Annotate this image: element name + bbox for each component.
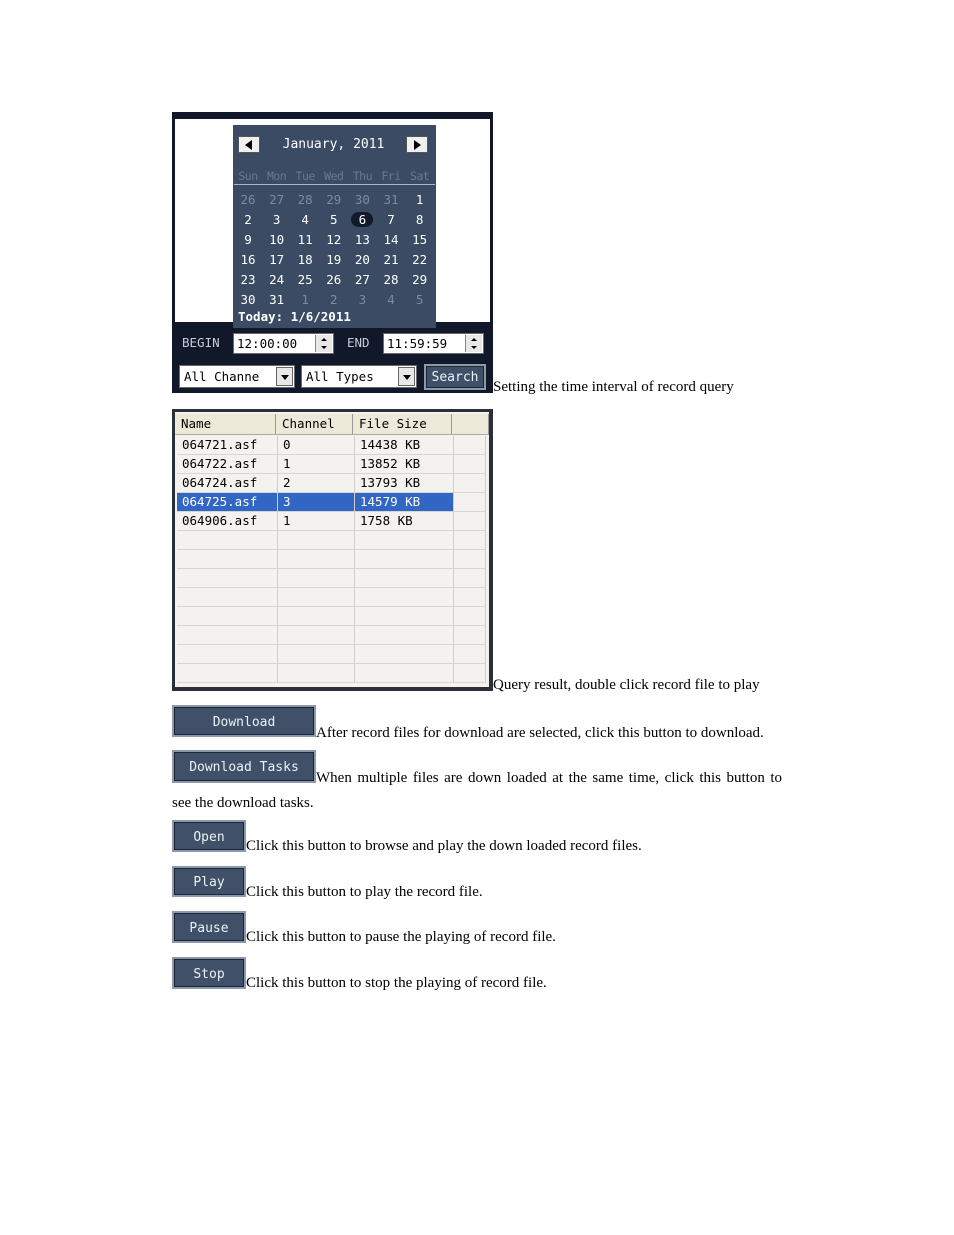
pause-description: Click this button to pause the playing of record file.: [246, 929, 556, 945]
calendar-day[interactable]: [377, 271, 405, 289]
calendar-day[interactable]: [377, 211, 405, 229]
table-row[interactable]: [177, 512, 486, 531]
calendar-day[interactable]: [406, 251, 434, 269]
calendar-day-number: 30: [354, 192, 370, 207]
calendar-day[interactable]: [320, 291, 348, 309]
calendar-day-number: 20: [354, 252, 370, 267]
calendar-day-number: 30: [240, 292, 256, 307]
calendar-day[interactable]: [291, 231, 319, 249]
play-description: Click this button to play the record file.: [246, 884, 483, 900]
begin-time-spinner[interactable]: [315, 335, 332, 352]
calendar-day[interactable]: [263, 291, 291, 309]
column-header-channel[interactable]: Channel: [276, 414, 353, 435]
table-cell: [454, 550, 486, 569]
table-cell: [454, 436, 486, 455]
type-select-value: All Types: [306, 369, 374, 384]
table-cell: [278, 531, 355, 550]
begin-label: BEGIN: [182, 335, 220, 350]
open-button[interactable]: Open: [172, 820, 246, 852]
download-tasks-description-line1: When multiple files are down loaded at the same time, click this button to: [316, 770, 782, 786]
table-cell: [278, 550, 355, 569]
download-tasks-button[interactable]: Download Tasks: [172, 750, 316, 783]
calendar-day[interactable]: [263, 251, 291, 269]
calendar-day-number: 29: [326, 192, 342, 207]
stop-description: Click this button to stop the playing of record file.: [246, 975, 547, 991]
table-body: [175, 436, 489, 686]
weekday-label: Thu: [352, 169, 373, 183]
calendar-day-number: 14: [383, 232, 399, 247]
table-cell: [177, 645, 278, 664]
table-cell: [177, 569, 278, 588]
column-header-empty: [452, 414, 489, 435]
table-cell: [454, 607, 486, 626]
calendar-day[interactable]: [377, 251, 405, 269]
table-cell: [177, 550, 278, 569]
calendar-day-number: 5: [330, 212, 338, 227]
calendar-day-number: 4: [387, 292, 395, 307]
record-file-table-panel: [172, 409, 493, 691]
table-cell: [278, 588, 355, 607]
table-cell: [355, 550, 454, 569]
weekday-label: Wed: [324, 169, 344, 183]
table-cell: 2: [278, 474, 355, 493]
table-cell: 0: [278, 436, 355, 455]
weekday-label: Fri: [381, 169, 401, 183]
table-cell: [454, 626, 486, 645]
calendar-day[interactable]: [348, 251, 376, 269]
end-time-value: 11:59:59: [387, 336, 448, 351]
type-select[interactable]: [301, 365, 417, 388]
calendar-day-number: 26: [240, 192, 256, 207]
table-cell: [454, 455, 486, 474]
calendar-day[interactable]: [406, 211, 434, 229]
calendar-day-number: 9: [244, 232, 252, 247]
spin-down-icon: [471, 346, 477, 349]
caption-query-setting: Setting the time interval of record query: [493, 379, 734, 395]
end-time-spinner[interactable]: [465, 335, 482, 352]
download-tasks-description-line2: see the download tasks.: [172, 795, 314, 811]
table-cell: [355, 664, 454, 683]
stop-button[interactable]: Stop: [172, 957, 246, 989]
table-row-empty: [177, 645, 486, 664]
calendar-day[interactable]: [406, 271, 434, 289]
table-cell: [355, 607, 454, 626]
calendar-day[interactable]: [320, 271, 348, 289]
calendar-month-label: January, 2011: [282, 137, 385, 152]
calendar-day-number: 13: [354, 232, 370, 247]
table-cell: 13793 KB: [355, 474, 454, 493]
table-cell: 13852 KB: [355, 455, 454, 474]
begin-time-value: 12:00:00: [237, 336, 298, 351]
calendar-day-number: 21: [383, 252, 399, 267]
search-button[interactable]: Search: [424, 364, 486, 390]
begin-time-field[interactable]: [233, 333, 334, 354]
table-cell: [454, 474, 486, 493]
calendar-day-number: 17: [269, 252, 285, 267]
record-query-panel: [172, 112, 493, 393]
table-row-empty: [177, 607, 486, 626]
calendar-day-number: 11: [297, 232, 313, 247]
calendar-day-number: 25: [297, 272, 313, 287]
calendar-day[interactable]: [291, 291, 319, 309]
calendar-day[interactable]: [234, 191, 262, 209]
calendar-day-number: 6: [351, 212, 373, 227]
download-button[interactable]: Download: [172, 705, 316, 737]
table-row-empty: [177, 588, 486, 607]
weekday-label: Tue: [295, 169, 315, 183]
calendar-day[interactable]: [234, 211, 262, 229]
calendar-day-number: 19: [326, 252, 342, 267]
calendar-day[interactable]: [348, 231, 376, 249]
calendar-day[interactable]: [263, 231, 291, 249]
table-cell: [278, 664, 355, 683]
calendar-day-selected[interactable]: [348, 211, 376, 229]
channel-select[interactable]: [179, 365, 295, 388]
table-cell: [454, 664, 486, 683]
table-cell: [177, 664, 278, 683]
calendar-day[interactable]: [377, 231, 405, 249]
calendar-day[interactable]: [348, 191, 376, 209]
end-label: END: [347, 335, 370, 350]
spin-up-icon: [321, 338, 327, 341]
table-cell: [454, 531, 486, 550]
calendar-day-number: 1: [415, 192, 424, 207]
calendar-day-number: 2: [244, 212, 252, 227]
calendar-day[interactable]: [406, 231, 434, 249]
calendar-day[interactable]: [263, 211, 291, 229]
calendar-day-number: 31: [383, 192, 399, 207]
calendar-day-number: 24: [269, 272, 285, 287]
calendar-day[interactable]: [320, 231, 348, 249]
table-cell: [355, 626, 454, 645]
calendar-day-number: 27: [269, 192, 285, 207]
calendar-day-number: 27: [354, 272, 370, 287]
calendar-day-number: 22: [412, 252, 428, 267]
calendar-day-number: 12: [326, 232, 342, 247]
caption-query-result: Query result, double click record file to play: [493, 677, 760, 693]
table-cell: [278, 626, 355, 645]
table-cell: [278, 607, 355, 626]
table-cell: [177, 588, 278, 607]
table-cell: [355, 588, 454, 607]
calendar-day[interactable]: [263, 271, 291, 289]
calendar-day[interactable]: [348, 291, 376, 309]
table-cell: 064725.asf: [177, 493, 278, 512]
table-cell: [454, 569, 486, 588]
calendar-day-number: 10: [269, 232, 285, 247]
calendar-day[interactable]: [291, 271, 319, 289]
calendar-day-number: 5: [415, 292, 424, 307]
table-cell: 3: [278, 493, 355, 512]
table-cell: [454, 512, 486, 531]
table-cell: 1: [278, 455, 355, 474]
calendar-day-number: 29: [412, 272, 428, 287]
calendar-day[interactable]: [406, 291, 434, 309]
calendar-frame: [175, 119, 490, 322]
table-cell: [355, 645, 454, 664]
chevron-down-icon[interactable]: [276, 367, 293, 386]
calendar-day-number: 28: [383, 272, 399, 287]
table-cell: [454, 645, 486, 664]
column-header-file-size[interactable]: File Size: [353, 414, 452, 435]
calendar-grid: [233, 125, 436, 328]
weekday-label: Mon: [266, 169, 287, 183]
table-row[interactable]: [177, 436, 486, 455]
calendar-day-number: 15: [412, 232, 428, 247]
calendar-day[interactable]: [234, 291, 262, 309]
table-row-empty: [177, 569, 486, 588]
table-cell: [454, 588, 486, 607]
calendar-day-number: 23: [240, 272, 256, 287]
table-cell: [177, 607, 278, 626]
calendar-day-number: 3: [358, 292, 367, 307]
record-file-table: [175, 412, 489, 687]
calendar-day[interactable]: [234, 251, 262, 269]
spin-down-icon: [321, 346, 327, 349]
calendar: [233, 125, 436, 328]
table-row-empty: [177, 550, 486, 569]
calendar-day[interactable]: [377, 191, 405, 209]
calendar-day[interactable]: [377, 291, 405, 309]
table-cell: [278, 569, 355, 588]
calendar-day[interactable]: [348, 271, 376, 289]
table-cell: 064724.asf: [177, 474, 278, 493]
weekday-label: Sun: [238, 169, 258, 183]
table-cell: [278, 645, 355, 664]
table-cell: [454, 493, 486, 512]
weekday-label: Sat: [409, 169, 430, 183]
calendar-day[interactable]: [291, 211, 319, 229]
calendar-day-number: 3: [272, 212, 281, 227]
calendar-day[interactable]: [320, 211, 348, 229]
calendar-day-number: 8: [415, 212, 424, 227]
calendar-day-number: 7: [387, 212, 395, 227]
table-cell: 1: [278, 512, 355, 531]
table-cell: 064721.asf: [177, 436, 278, 455]
table-cell: 14438 KB: [355, 436, 454, 455]
channel-select-value: All Channe: [184, 369, 260, 384]
calendar-day-number: 2: [330, 292, 338, 307]
play-button[interactable]: Play: [172, 866, 246, 897]
table-row-selected[interactable]: [177, 493, 486, 512]
calendar-day-number: 26: [326, 272, 342, 287]
table-cell: [177, 626, 278, 645]
calendar-day-number: 4: [301, 212, 309, 227]
table-cell: 1758 KB: [355, 512, 454, 531]
table-row[interactable]: [177, 474, 486, 493]
calendar-day[interactable]: [291, 251, 319, 269]
today-label[interactable]: Today: 1/6/2011: [238, 309, 351, 324]
calendar-day[interactable]: [234, 271, 262, 289]
download-description: After record files for download are selected, click this button to download.: [316, 725, 764, 741]
calendar-day-number: 18: [297, 252, 313, 267]
table-row[interactable]: [177, 455, 486, 474]
table-row-empty: [177, 664, 486, 683]
pause-button[interactable]: Pause: [172, 911, 246, 943]
table-cell: 064906.asf: [177, 512, 278, 531]
calendar-day-number: 16: [240, 252, 256, 267]
table-cell: 064722.asf: [177, 455, 278, 474]
calendar-day-number: 31: [269, 292, 285, 307]
column-header-name[interactable]: Name: [175, 414, 276, 435]
end-time-field[interactable]: [383, 333, 484, 354]
calendar-day[interactable]: [291, 191, 319, 209]
calendar-day-number: 28: [297, 192, 313, 207]
calendar-day[interactable]: [234, 231, 262, 249]
open-description: Click this button to browse and play the down loaded record files.: [246, 838, 642, 854]
calendar-day-number: 1: [301, 292, 309, 307]
table-row-empty: [177, 626, 486, 645]
spin-up-icon: [471, 338, 477, 341]
table-cell: [177, 531, 278, 550]
calendar-day[interactable]: [406, 191, 434, 209]
table-cell: [355, 531, 454, 550]
chevron-down-icon[interactable]: [398, 367, 415, 386]
table-cell: 14579 KB: [355, 493, 454, 512]
table-cell: [355, 569, 454, 588]
calendar-day[interactable]: [320, 191, 348, 209]
calendar-day[interactable]: [263, 191, 291, 209]
calendar-day[interactable]: [320, 251, 348, 269]
table-row-empty: [177, 531, 486, 550]
